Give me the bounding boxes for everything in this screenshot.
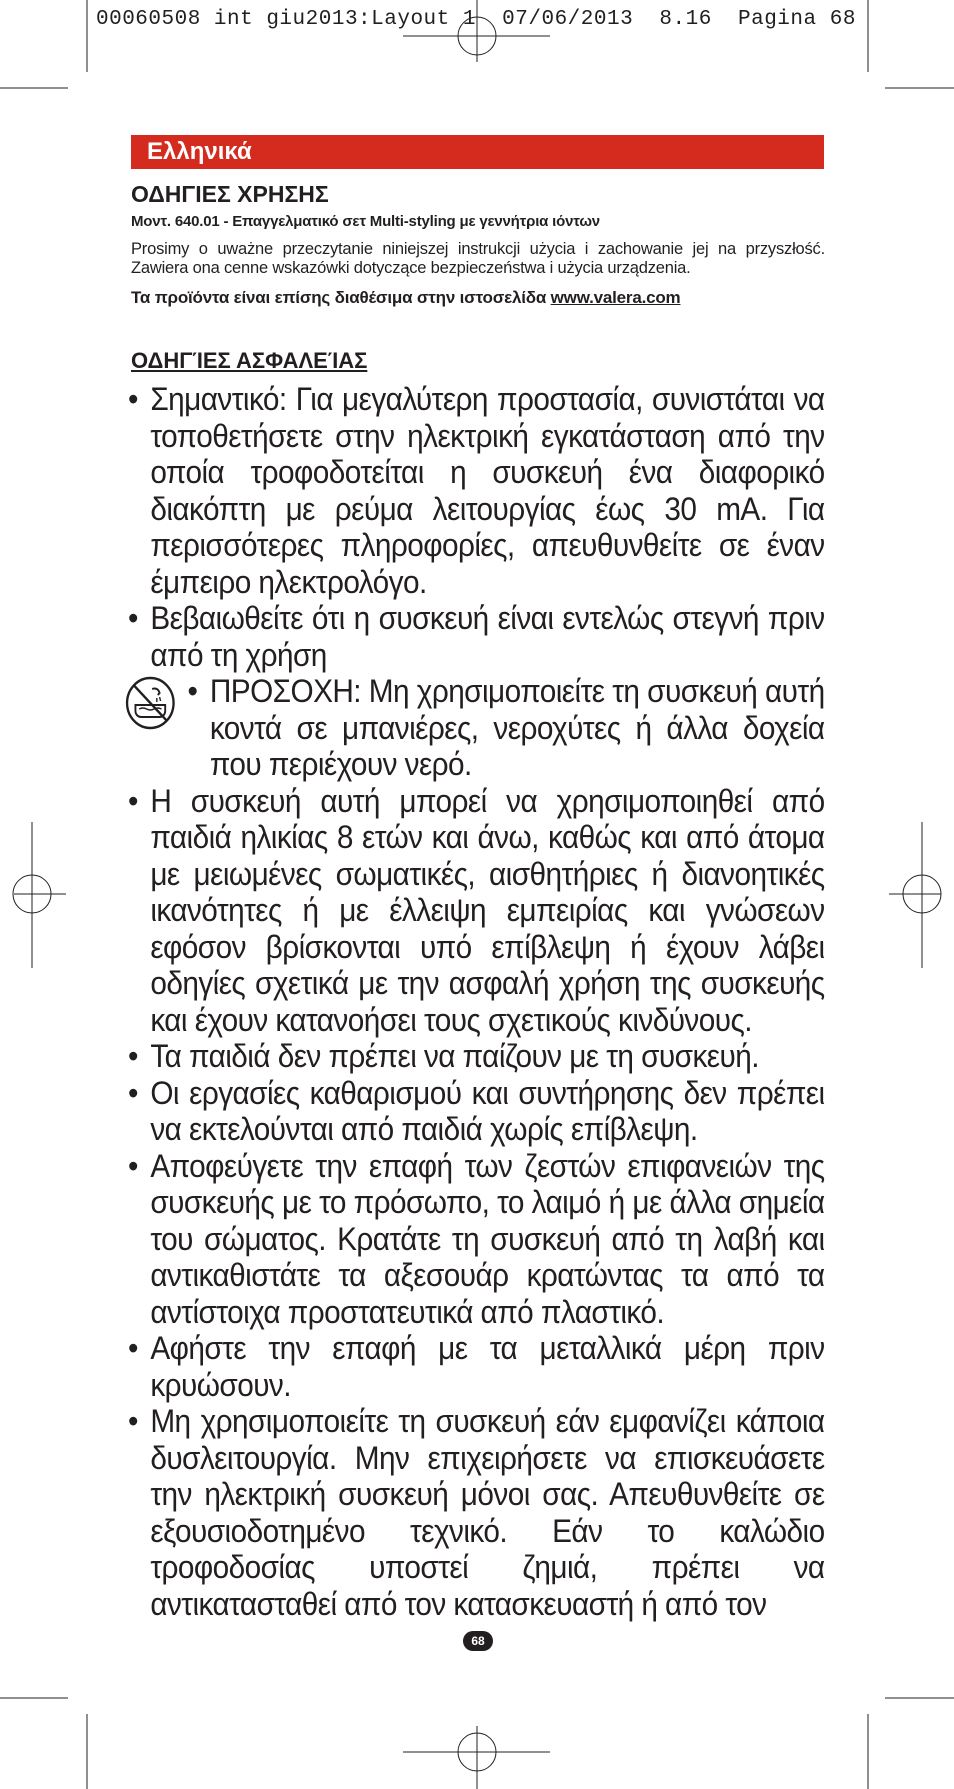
list-item: • Μη χρησιμοποιείτε τη συσκευή εάν εμφανίζει κάποια δυσλειτουργία. Μην επιχειρήσετε να επισκευάσετε την ηλεκτρική συσκευή μόνοι σας. Απευθυνθείτε σε εξουσιοδοτημένο τεχνικό. Εάν το καλώδιο τροφοδοσίας υποστεί ζημιά, πρέπει να αντικατασταθεί από τον κατασκευαστή ή από τον (128, 1403, 825, 1622)
list-item: • Τα παιδιά δεν πρέπει να παίζουν με τη συσκευή. (128, 1038, 825, 1075)
list-item: • Οι εργασίες καθαρισμού και συντήρησης δεν πρέπει να εκτελούνται από παιδιά χωρίς επίβλεψη. (128, 1075, 825, 1148)
intro-paragraph: Prosimy o uważne przeczytanie niniejszej instrukcji użycia i zachowanie jej na przyszłość. Zawiera ona cenne wskazówki dotyczące bezpieczeństwa i użycia urządzenia. (131, 240, 825, 277)
model-subtitle: Μοντ. 640.01 - Επαγγελματικό σετ Multi-styling με γεννήτρια ιόντων (131, 213, 600, 230)
website-note (131, 288, 680, 308)
list-item: • Αφήστε την επαφή με τα μεταλλικά μέρη πριν κρυώσουν. (128, 1330, 825, 1403)
website-note-text: Τα προϊόντα είναι επίσης διαθέσιμα στην ιστοσελίδα (131, 288, 551, 307)
list-item: • Βεβαιωθείτε ότι η συσκευή είναι εντελώς στεγνή πριν από τη χρήση (128, 600, 825, 673)
list-item: • Σημαντικό: Για μεγαλύτερη προστασία, συνιστάται να τοποθετήσετε στην ηλεκτρική εγκατάσταση από την οποία τροφοδοτείται η συσκευή ένα διαφορικό διακόπτη με ρεύμα λειτουργίας έως 30 mA. Για περισσότερες πληροφορίες, απευθυνθείτε σε έναν έμπειρο ηλεκτρολόγο. (128, 381, 825, 600)
website-link[interactable]: www.valera.com (550, 288, 681, 307)
page-title: ΟΔΗΓΙΕΣ ΧΡΗΣΗΣ (131, 181, 329, 207)
safety-list (128, 381, 825, 1622)
warning-list-item (128, 673, 825, 783)
print-slug: 00060508 int giu2013:Layout 1 07/06/2013 8.16 Pagina 68 (96, 8, 856, 31)
list-item: • Αποφεύγετε την επαφή των ζεστών επιφανειών της συσκευής με το πρόσωπο, το λαιμό ή με άλλα σημεία του σώματος. Κρατάτε τη συσκευή από τη λαβή και αντικαθιστάτε τα αξεσουάρ κρατώντας τα από τα αντίστοιχα προστατευτικά από πλαστικό. (128, 1148, 825, 1331)
language-banner: Ελληνικά (131, 135, 824, 169)
list-item: • Η συσκευή αυτή μπορεί να χρησιμοποιηθεί από παιδιά ηλικίας 8 ετών και άνω, καθώς και από άτομα με μειωμένες σωματικές, αισθητήριες ή διανοητικές ικανότητες ή με έλλειψη εμπειρίας και γνώσεων εφόσον βρίσκονται υπό επίβλεψη ή έχουν λάβει οδηγίες σχετικά με την ασφαλή χρήση της συσκευής και έχουν κατανοήσει τους σχετικούς κινδύνους. (128, 783, 825, 1039)
safety-heading: ΟΔΗΓΊΕΣ ΑΣΦΑΛΕΊΑΣ (131, 348, 368, 373)
warning-text: ΠΡΟΣΟΧΗ: Μη χρησιμοποιείτε τη συσκευή αυτή κοντά σε μπανιέρες, νεροχύτες ή άλλα δοχεία που περιέχουν νερό. (209, 673, 825, 782)
page-number: 68 (463, 1631, 493, 1651)
no-water-bathtub-icon (124, 675, 176, 731)
